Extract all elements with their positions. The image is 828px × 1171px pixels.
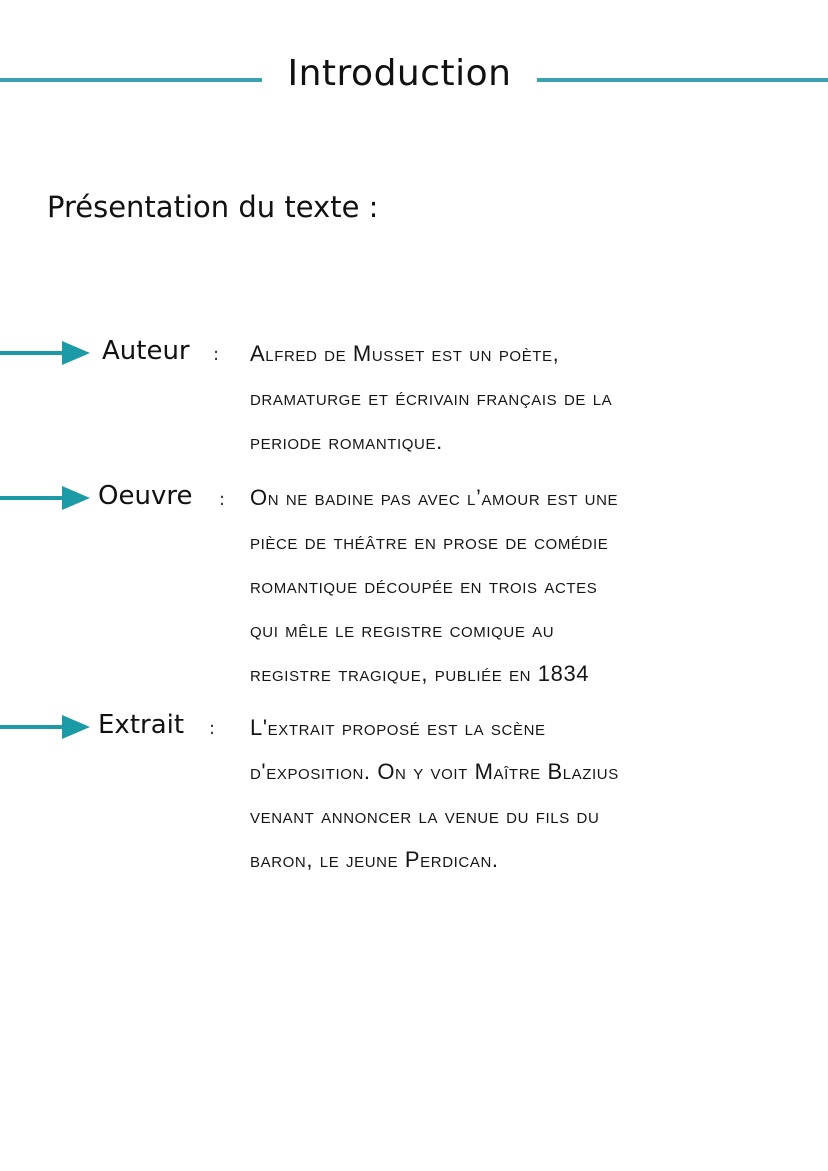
entry-label: Extrait	[98, 710, 185, 740]
entry-colon: :	[213, 344, 220, 365]
body-line: romantique découpée en trois actes	[250, 573, 598, 598]
arrow-right-icon	[0, 713, 92, 741]
body-line: dramaturge et écrivain français de la	[250, 385, 613, 410]
entry-label: Auteur	[102, 336, 190, 366]
body-line: d'exposition. On y voit Maître Blazius	[250, 759, 619, 784]
page-title: Introduction	[287, 53, 512, 94]
body-line: pièce de théâtre en prose de comédie	[250, 529, 609, 554]
title-rule-right	[537, 78, 828, 82]
arrow-right-icon	[0, 339, 92, 367]
body-line: On ne badine pas avec l’amour est une	[250, 485, 619, 510]
body-line: L'extrait proposé est la scène	[250, 715, 546, 740]
arrow-right-icon	[0, 484, 92, 512]
title-rule-left	[0, 78, 262, 82]
entry-colon: :	[209, 718, 216, 739]
body-line: venant annoncer la venue du fils du	[250, 803, 600, 828]
body-line: registre tragique, publiée en 1834	[250, 661, 590, 686]
entry-body	[250, 706, 810, 882]
entry-colon: :	[219, 489, 226, 510]
entry-body	[250, 476, 810, 696]
entry-label: Oeuvre	[98, 481, 193, 511]
body-line: periode romantique.	[250, 429, 443, 454]
entry-body	[250, 332, 810, 464]
body-line: qui mêle le registre comique au	[250, 617, 555, 642]
body-line: Alfred de Musset est un poète,	[250, 341, 560, 366]
body-line: baron, le jeune Perdican.	[250, 847, 499, 872]
section-heading: Présentation du texte :	[47, 190, 379, 224]
